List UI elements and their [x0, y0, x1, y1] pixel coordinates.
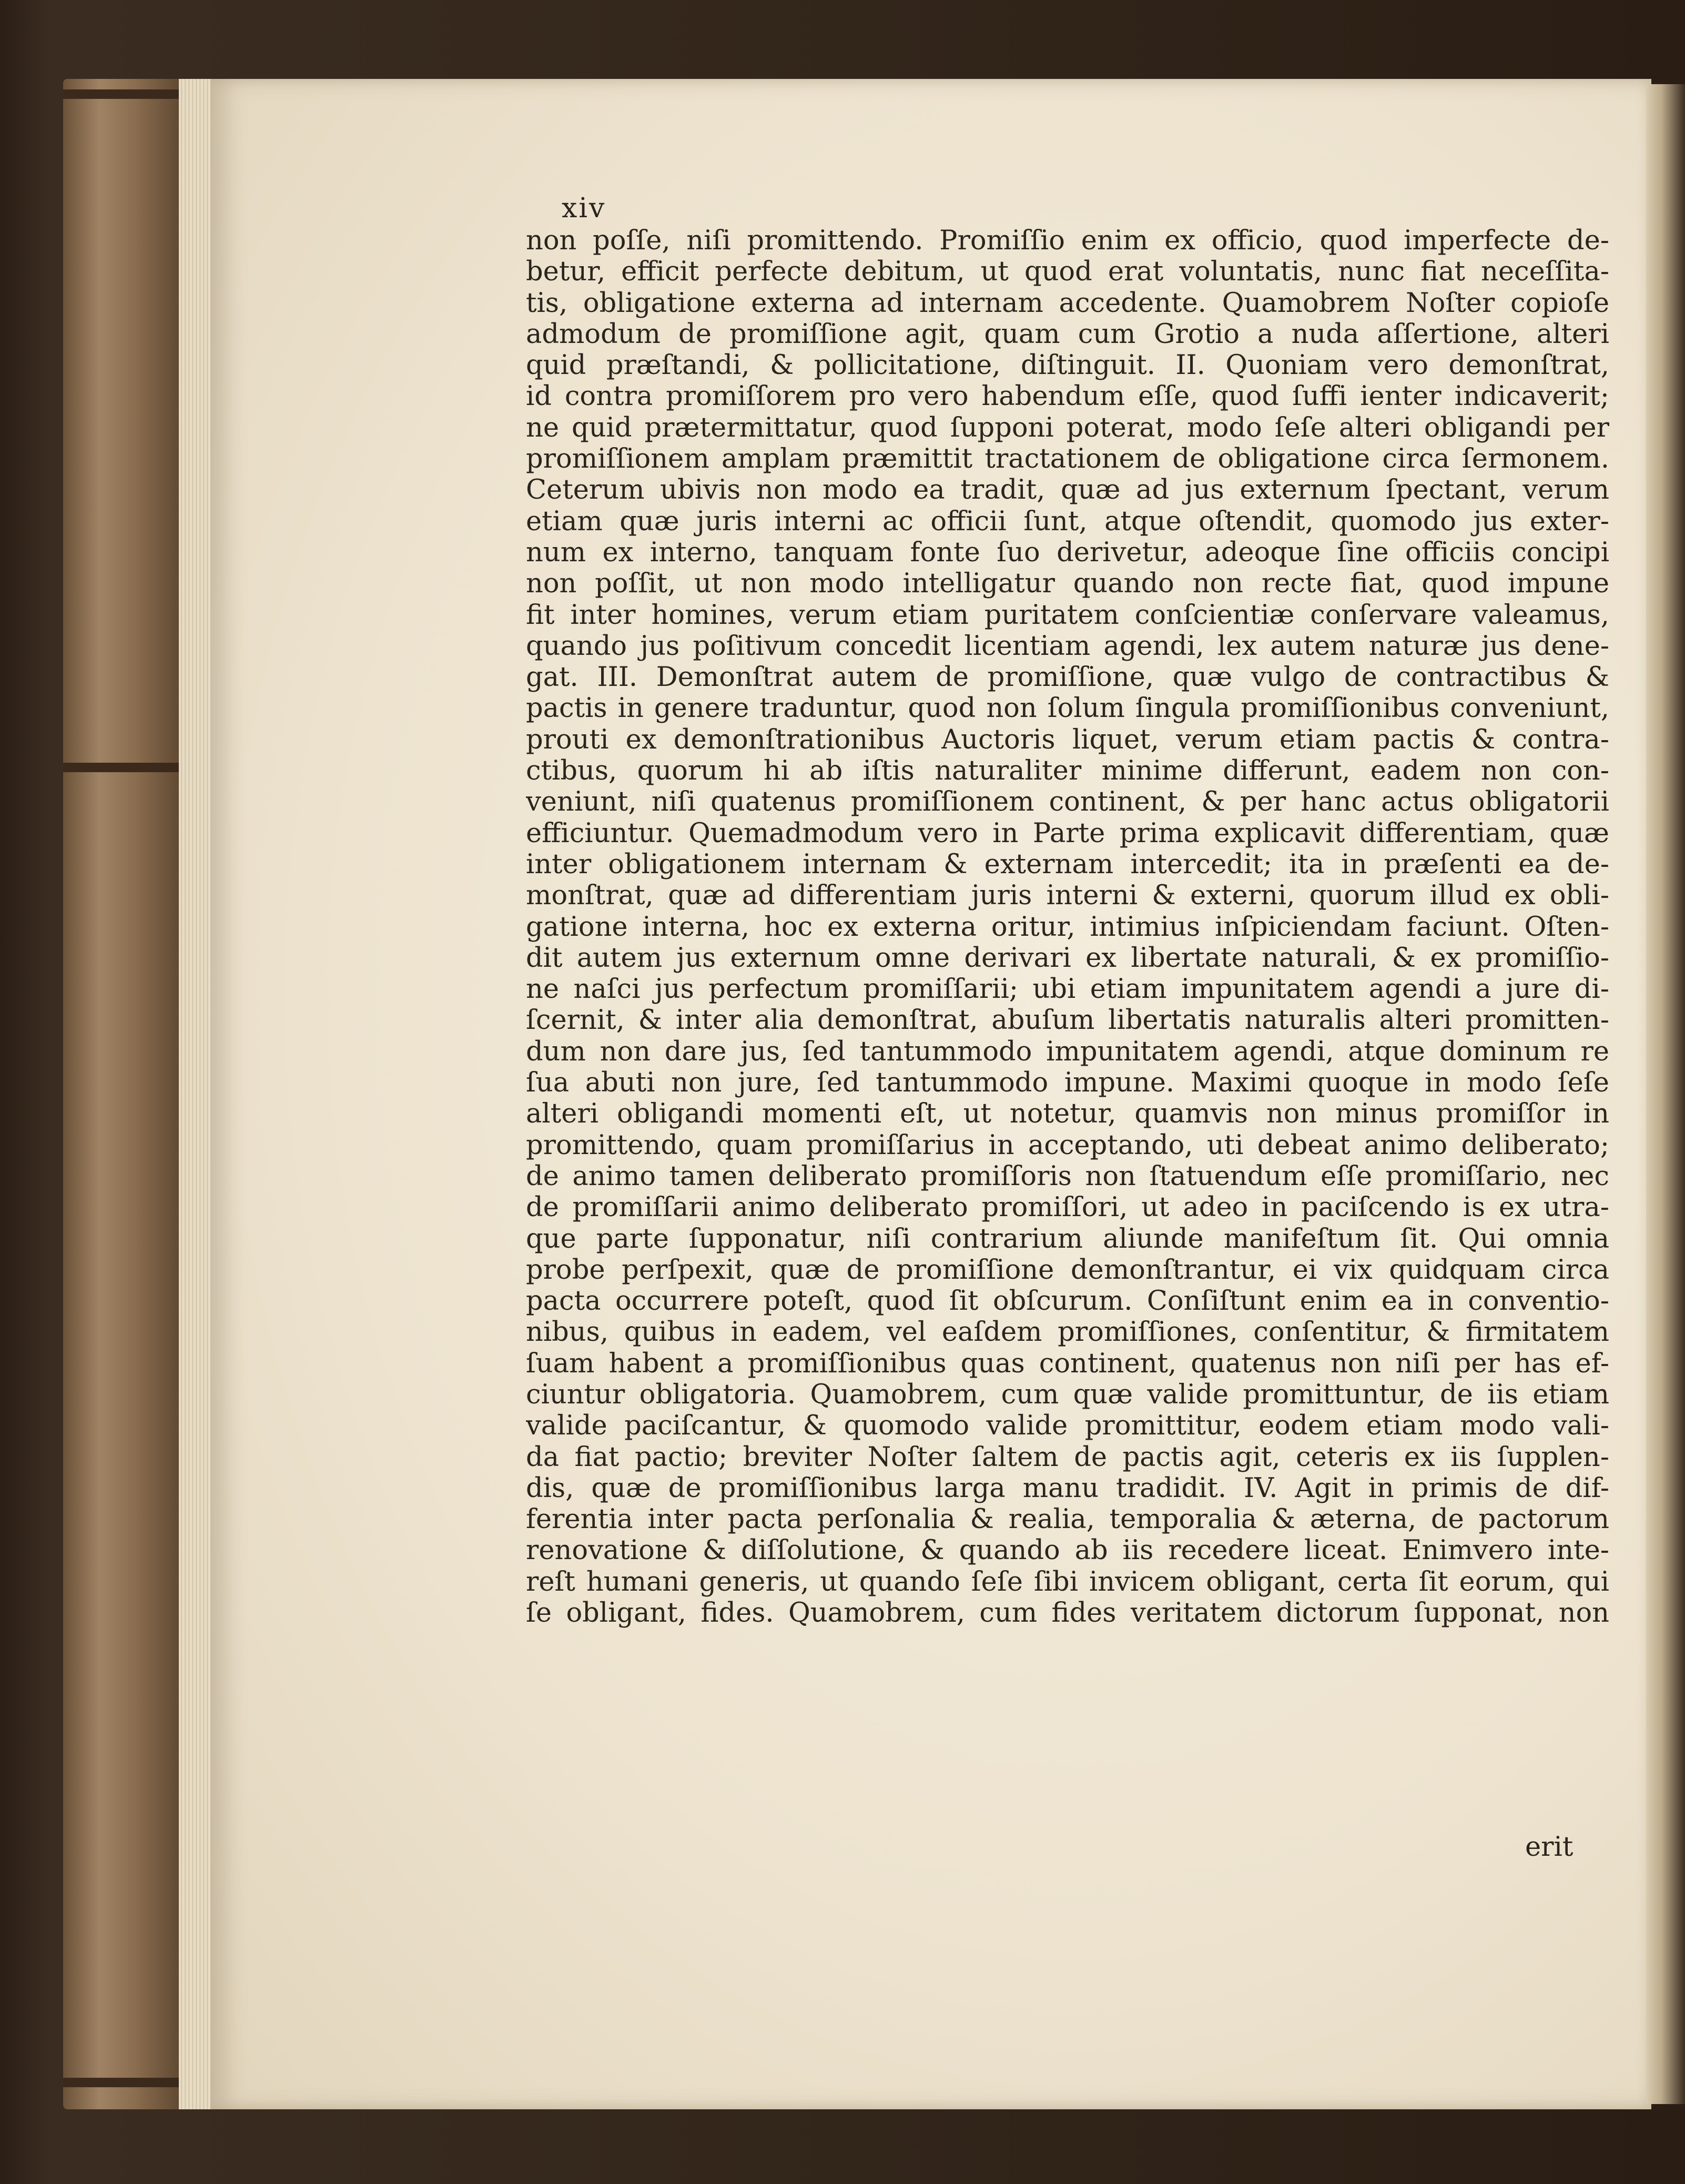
catchword: erit: [1525, 1832, 1574, 1863]
text-line: non poſſit, ut non modo intelligatur quando non recte fiat, quod impune: [526, 568, 1609, 600]
text-line: quid præſtandi, & pollicitatione, diſtinguit. II. Quoniam vero demonſtrat,: [526, 350, 1609, 381]
text-line: ne naſci jus perfectum promiſſarii; ubi etiam impunitatem agendi a jure di-: [526, 974, 1609, 1005]
body-text: [526, 225, 1609, 1629]
spine-band: [63, 763, 184, 772]
spine-band: [63, 2078, 184, 2087]
text-line: quando jus poſitivum concedit licentiam agendi, lex autem naturæ jus dene-: [526, 630, 1609, 662]
text-line: dit autem jus externum omne derivari ex libertate naturali, & ex promiſſio-: [526, 942, 1609, 974]
text-line: veniunt, niſi quatenus promiſſionem continent, & per hanc actus obligatorii: [526, 786, 1609, 818]
text-line: renovatione & diſſolutione, & quando ab iis recedere liceat. Enimvero inte-: [526, 1535, 1609, 1566]
text-line: nibus, quibus in eadem, vel eaſdem promiſſiones, conſentitur, & firmitatem: [526, 1317, 1609, 1348]
text-line: prouti ex demonſtrationibus Auctoris liquet, verum etiam pactis & contra-: [526, 724, 1609, 755]
text-line: gatione interna, hoc ex externa oritur, intimius inſpiciendam faciunt. Oſten-: [526, 911, 1609, 943]
text-line: ferentia inter pacta perſonalia & realia, temporalia & æterna, de pactorum: [526, 1504, 1609, 1535]
text-line: pacta occurrere poteſt, quod ſit obſcurum. Conſiſtunt enim ea in conventio-: [526, 1286, 1609, 1317]
text-line: Ceterum ubivis non modo ea tradit, quæ ad jus externum ſpectant, verum: [526, 474, 1609, 506]
text-line: num ex interno, tanquam fonte ſuo derivetur, adeoque ſine officiis concipi: [526, 537, 1609, 568]
page-number: xiv: [562, 193, 606, 224]
text-line: etiam quæ juris interni ac officii ſunt, atque oſtendit, quomodo jus exter-: [526, 505, 1609, 537]
text-line: monſtrat, quæ ad differentiam juris interni & externi, quorum illud ex obli-: [526, 880, 1609, 912]
text-line: probe perſpexit, quæ de promiſſione demonſtrantur, ei vix quidquam circa: [526, 1254, 1609, 1286]
text-line: ciuntur obligatoria. Quamobrem, cum quæ valide promittuntur, de iis etiam: [526, 1379, 1609, 1410]
text-line: betur, efficit perfecte debitum, ut quod erat voluntatis, nunc fiat neceſſita-: [526, 256, 1609, 288]
text-line: tis, obligatione externa ad internam accedente. Quamobrem Noſter copioſe: [526, 287, 1609, 319]
text-line: pactis in genere traduntur, quod non ſolum ſingula promiſſionibus conveniunt,: [526, 693, 1609, 724]
text-line: que parte ſupponatur, niſi contrarium aliunde manifeſtum ſit. Qui omnia: [526, 1223, 1609, 1255]
text-line: fit inter homines, verum etiam puritatem conſcientiæ conſervare valeamus,: [526, 599, 1609, 631]
facing-page-edge: [1646, 84, 1685, 2104]
spine-band: [63, 89, 184, 99]
text-line: inter obligationem internam & externam intercedit; ita in præſenti ea de-: [526, 848, 1609, 880]
book-spine: [63, 79, 184, 2109]
text-line: ctibus, quorum hi ab iſtis naturaliter minime differunt, eadem non con-: [526, 755, 1609, 787]
text-line: promiſſionem amplam præmittit tractationem de obligatione circa ſermonem.: [526, 443, 1609, 475]
text-line: admodum de promiſſione agit, quam cum Grotio a nuda aſſertione, alteri: [526, 318, 1609, 350]
text-line: de animo tamen deliberato promiſſoris non ſtatuendum eſſe promiſſario, nec: [526, 1160, 1609, 1192]
text-line: valide paciſcantur, & quomodo valide promittitur, eodem etiam modo vali-: [526, 1410, 1609, 1442]
text-line: de promiſſarii animo deliberato promiſſori, ut adeo in paciſcendo is ex utra-: [526, 1192, 1609, 1224]
text-line: ne quid prætermittatur, quod ſupponi poterat, modo ſeſe alteri obligandi per: [526, 412, 1609, 443]
text-line: ſe obligant, fides. Quamobrem, cum fides veritatem dictorum ſupponat, non: [526, 1597, 1609, 1629]
text-line: promittendo, quam promiſſarius in acceptando, uti debeat animo deliberato;: [526, 1129, 1609, 1161]
text-line: gat. III. Demonſtrat autem de promiſſione, quæ vulgo de contractibus &: [526, 662, 1609, 693]
text-line: da fiat pactio; breviter Noſter ſaltem de pactis agit, ceteris ex iis ſupplen-: [526, 1441, 1609, 1473]
text-line: non poſſe, niſi promittendo. Promiſſio enim ex officio, quod imperfecte de-: [526, 225, 1609, 256]
text-line: dum non dare jus, ſed tantummodo impunitatem agendi, atque dominum re: [526, 1036, 1609, 1067]
text-line: dis, quæ de promiſſionibus larga manu tradidit. IV. Agit in primis de dif-: [526, 1472, 1609, 1504]
text-line: efficiuntur. Quemadmodum vero in Parte prima explicavit differentiam, quæ: [526, 817, 1609, 849]
text-line: alteri obligandi momenti eſt, ut notetur, quamvis non minus promiſſor in: [526, 1098, 1609, 1130]
text-line: id contra promiſſorem pro vero habendum eſſe, quod ſuffi ienter indicaverit;: [526, 381, 1609, 412]
text-line: ſua abuti non jure, ſed tantummodo impune. Maximi quoque in modo ſeſe: [526, 1067, 1609, 1099]
text-line: ſcernit, & inter alia demonſtrat, abuſum libertatis naturalis alteri promitten-: [526, 1005, 1609, 1036]
text-line: reſt humani generis, ut quando ſeſe ſibi invicem obligant, certa ſit eorum, qui: [526, 1566, 1609, 1597]
text-line: ſuam habent a promiſſionibus quas continent, quatenus non niſi per has ef-: [526, 1348, 1609, 1379]
